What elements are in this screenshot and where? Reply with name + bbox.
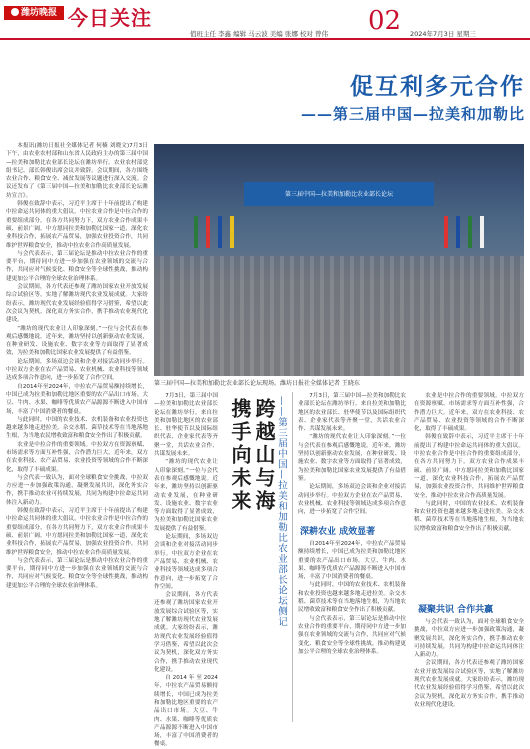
- paragraph: 会议期间，各方代表还参观了潍坊国家农业开放发展综合试验区等，实地了解潍坊现代农业发展成就。大家纷纷表示，潍坊现代农业发展经验值得学习借鉴，希望以此次会议为契机，深化双方务实合作，携手推动农业现代化建设。: [154, 592, 218, 673]
- header-rule: [0, 38, 530, 40]
- masthead: [0, 0, 530, 38]
- paragraph: 自2014年至2024年，中拉农产品贸易额持续增长，中国已成为拉美和加勒比地区重要的农产品出口市场。大豆、牛肉、水果、咖啡等优质农产品源源不断进入中国市场，丰富了中国消费者的餐桌。: [298, 541, 406, 581]
- article-column-4: [414, 392, 524, 572]
- subheading: 深耕农业 成效显著: [300, 527, 376, 537]
- article-column-4b: [414, 618, 524, 724]
- brand-logo: [4, 6, 64, 20]
- paragraph: 论坛期间，多场双边会谈和企业对接活动同步举行。中拉双方企业在农产品贸易、农业机械、农业科技等领域达成多项合作意向，进一步拓宽了合作空间。: [298, 484, 406, 516]
- paragraph: 论坛期间，多场双边会谈和企业对接活动同步举行。中拉双方企业在农产品贸易、农业机械、农业科技等领域达成多项合作意向，进一步拓宽了合作空间。: [6, 358, 148, 382]
- stage-screen: [244, 182, 434, 206]
- flag: [468, 216, 472, 248]
- flag: [230, 216, 234, 248]
- brand-icon: [11, 8, 19, 16]
- section-title: 今日关注: [68, 6, 152, 30]
- paragraph: 本报讯(潍坊日报社全媒体记者 何楠 刘晓文)7月3日下午，由农业农村部和山东省人民政府主办的第三届中国—拉美和加勒比农业部长论坛在潍坊举行。农业农村部党组书记、部长韩俊出席会议并致辞。会议期间，各方围绕农业合作、粮食安全、减贫发展等议题进行深入交流。会议还发布了《第三届中国—拉美和加勒比农业部长论坛潍坊宣言》。: [6, 143, 148, 199]
- conference-photo: [154, 144, 524, 376]
- paragraph: “潍坊的现代农业让人印象深刻。”一位与会代表在参观后感慨地说。近年来，潍坊坚持以创新驱动农业发展，在种业研发、设施农业、数字农业等方面取得了显著成效，为拉美和加勒比国家农业发展提供了有益借鉴。: [298, 434, 406, 482]
- article-column-2: [154, 392, 218, 748]
- paragraph: 7月3日，第三届中国—拉美和加勒比农业部长论坛在潍坊举行。来自拉美和加勒比地区的农业部长、驻华使节以及国际组织代表、企业家代表等齐聚一堂，共话农业合作、共谋发展未来。: [298, 393, 406, 433]
- paragraph: 韩俊在致辞中表示，习近平主席于十年前提出了构建中拉命运共同体的重大倡议。中拉农业合作是中拉合作的重要组成部分，在各方共同努力下，双方农业合作成果丰硕、前景广阔。中方愿同拉美和加勒比国家一道，深化农业科技合作，拓展农产品贸易，加强农业投资合作，共同维护世界粮食安全，推动中拉农业合作高质量发展。: [414, 434, 524, 499]
- column-divider: [292, 392, 293, 722]
- article-column-3b: [298, 540, 406, 724]
- paragraph: 自2014年至2024年，中拉农产品贸易额持续增长，中国已成为拉美和加勒比地区重要的农产品出口市场。大豆、牛肉、水果、咖啡等优质农产品源源不断进入中国市场，丰富了中国消费者的餐桌。: [6, 383, 148, 415]
- paragraph: 与此同时，中国的农业技术、农机装备和农业投资也越来越多地走进拉美。杂交水稻、菌草技术等在当地落地生根，为当地农民增收致富和粮食安全作出了积极贡献。: [414, 500, 524, 532]
- headline-main: 促互利多元合作: [350, 73, 525, 100]
- flag: [444, 216, 448, 248]
- audience: [154, 256, 524, 376]
- paragraph: 与会代表表示，第三届论坛是推动中拉农业合作的重要平台，期待同中方进一步加强在农业领域的交流与合作，共同应对气候变化、粮食安全等全球性挑战，推动构建更加公平合理的全球农业治理体系。: [6, 557, 148, 589]
- paragraph: 与会代表一致认为，面对全球粮食安全挑战，中拉双方应进一步加强政策沟通，凝聚发展共识，深化务实合作，携手推动农业可持续发展，共同为构建中拉命运共同体注入新动力。: [6, 474, 148, 506]
- paragraph: 会议期间，各方代表还参观了潍坊国家农业开放发展综合试验区等，实地了解潍坊现代农业发展成就。大家纷纷表示，潍坊现代农业发展经验值得学习借鉴，希望以此次会议为契机，深化双方务实合作，携手推动农业现代化建设。: [6, 284, 148, 324]
- paragraph: 论坛期间，多场双边会谈和企业对接活动同步举行。中拉双方企业在农产品贸易、农业机械、农业科技等领域达成多项合作意向，进一步拓宽了合作空间。: [154, 534, 218, 590]
- paragraph: 韩俊在致辞中表示，习近平主席于十年前提出了构建中拉命运共同体的重大倡议。中拉农业合作是中拉合作的重要组成部分，在各方共同努力下，双方农业合作成果丰硕、前景广阔。中方愿同拉美和加勒比国家一道，深化农业科技合作，拓展农产品贸易，加强农业投资合作，共同维护世界粮食安全，推动中拉农业合作高质量发展。: [6, 201, 148, 249]
- flag: [456, 216, 460, 248]
- date-line: 2024年7月3日 星期三: [410, 30, 476, 38]
- headline-sub: ——第三届中国—拉美和加勒比: [300, 105, 525, 123]
- paragraph: 与此同时，中国的农业技术、农机装备和农业投资也越来越多地走进拉美。杂交水稻、菌草技术等在当地落地生根，为当地农民增收致富和粮食安全作出了积极贡献。: [298, 582, 406, 614]
- vertical-subtitle: ——第三届中国—拉美和加勒比农业部长论坛侧记: [276, 396, 287, 627]
- paragraph: 农业是中拉合作的重要领域。中拉双方在资源禀赋、市场需求等方面互补性强，合作潜力巨大。近年来，双方在农业科技、农产品贸易、农业投资等领域的合作不断深化，取得了丰硕成果。: [6, 441, 148, 473]
- paragraph: 韩俊在致辞中表示，习近平主席于十年前提出了构建中拉命运共同体的重大倡议。中拉农业合作是中拉合作的重要组成部分，在各方共同努力下，双方农业合作成果丰硕、前景广阔。中方愿同拉美和加勒比国家一道，深化农业科技合作，拓展农产品贸易，加强农业投资合作，共同维护世界粮食安全，推动中拉农业合作高质量发展。: [6, 508, 148, 556]
- vertical-title-line1: 跨越山与海: [252, 398, 276, 513]
- flag: [480, 216, 484, 248]
- flag: [194, 216, 198, 248]
- staff-line: 值班主任 李鑫 编辑 马云波 美编 张娜 校对 曾伟: [190, 30, 328, 38]
- paragraph: 与会代表一致认为，面对全球粮食安全挑战，中拉双方应进一步加强政策沟通，凝聚发展共识，深化务实合作，携手推动农业可持续发展，共同为构建中拉命运共同体注入新动力。: [414, 619, 524, 659]
- paragraph: 与此同时，中国的农业技术、农机装备和农业投资也越来越多地走进拉美。杂交水稻、菌草技术等在当地落地生根，为当地农民增收致富和粮食安全作出了积极贡献。: [6, 416, 148, 440]
- paragraph: 与会代表表示，第三届论坛是推动中拉农业合作的重要平台，期待同中方进一步加强在农业领域的交流与合作，共同应对气候变化、粮食安全等全球性挑战，推动构建更加公平合理的全球农业治理体系。: [6, 250, 148, 282]
- flag: [218, 216, 222, 248]
- paragraph: 与会代表表示，第三届论坛是推动中拉农业合作的重要平台，期待同中方进一步加强在农业领域的交流与合作，共同应对气候变化、粮食安全等全球性挑战，推动构建更加公平合理的全球农业治理体系。: [298, 615, 406, 655]
- screen-text: 第三届中国—拉美和加勒比农业部长论坛: [284, 191, 393, 198]
- flag: [206, 216, 210, 248]
- paragraph: 会议期间，各方代表还参观了潍坊国家农业开放发展综合试验区等，实地了解潍坊现代农业发展成就。大家纷纷表示，潍坊现代农业发展经验值得学习借鉴，希望以此次会议为契机，深化双方务实合作，携手推动农业现代化建设。: [414, 660, 524, 708]
- paragraph: 7月3日，第三届中国—拉美和加勒比农业部长论坛在潍坊举行。来自拉美和加勒比地区的农业部长、驻华使节以及国际组织代表、企业家代表等齐聚一堂，共话农业合作、共谋发展未来。: [154, 393, 218, 458]
- photo-caption: 第三届中国—拉美和加勒比农业部长论坛现场。潍坊日报社全媒体记者 王晓东: [154, 380, 360, 387]
- vertical-title-line2: 携手向未来: [228, 398, 252, 513]
- paragraph: 自2014年至2024年，中拉农产品贸易额持续增长，中国已成为拉美和加勒比地区重要的农产品出口市场。大豆、牛肉、水果、咖啡等优质农产品源源不断进入中国市场，丰富了中国消费者的餐桌。: [154, 675, 218, 748]
- paragraph: “潍坊的现代农业让人印象深刻。”一位与会代表在参观后感慨地说。近年来，潍坊坚持以创新驱动农业发展，在种业研发、设施农业、数字农业等方面取得了显著成效，为拉美和加勒比国家农业发展提供了有益借鉴。: [154, 459, 218, 532]
- subheading: 凝聚共识 合作共赢: [418, 605, 494, 615]
- paragraph: “潍坊的现代农业让人印象深刻。”一位与会代表在参观后感慨地说。近年来，潍坊坚持以创新驱动农业发展，在种业研发、设施农业、数字农业等方面取得了显著成效，为拉美和加勒比国家农业发展提供了有益借鉴。: [6, 325, 148, 357]
- paragraph: 农业是中拉合作的重要领域。中拉双方在资源禀赋、市场需求等方面互补性强，合作潜力巨大。近年来，双方在农业科技、农产品贸易、农业投资等领域的合作不断深化，取得了丰硕成果。: [414, 393, 524, 433]
- article-column-1: [6, 142, 148, 726]
- page-number: 02: [368, 6, 402, 36]
- brand-name: 潍坊晚报: [20, 8, 57, 18]
